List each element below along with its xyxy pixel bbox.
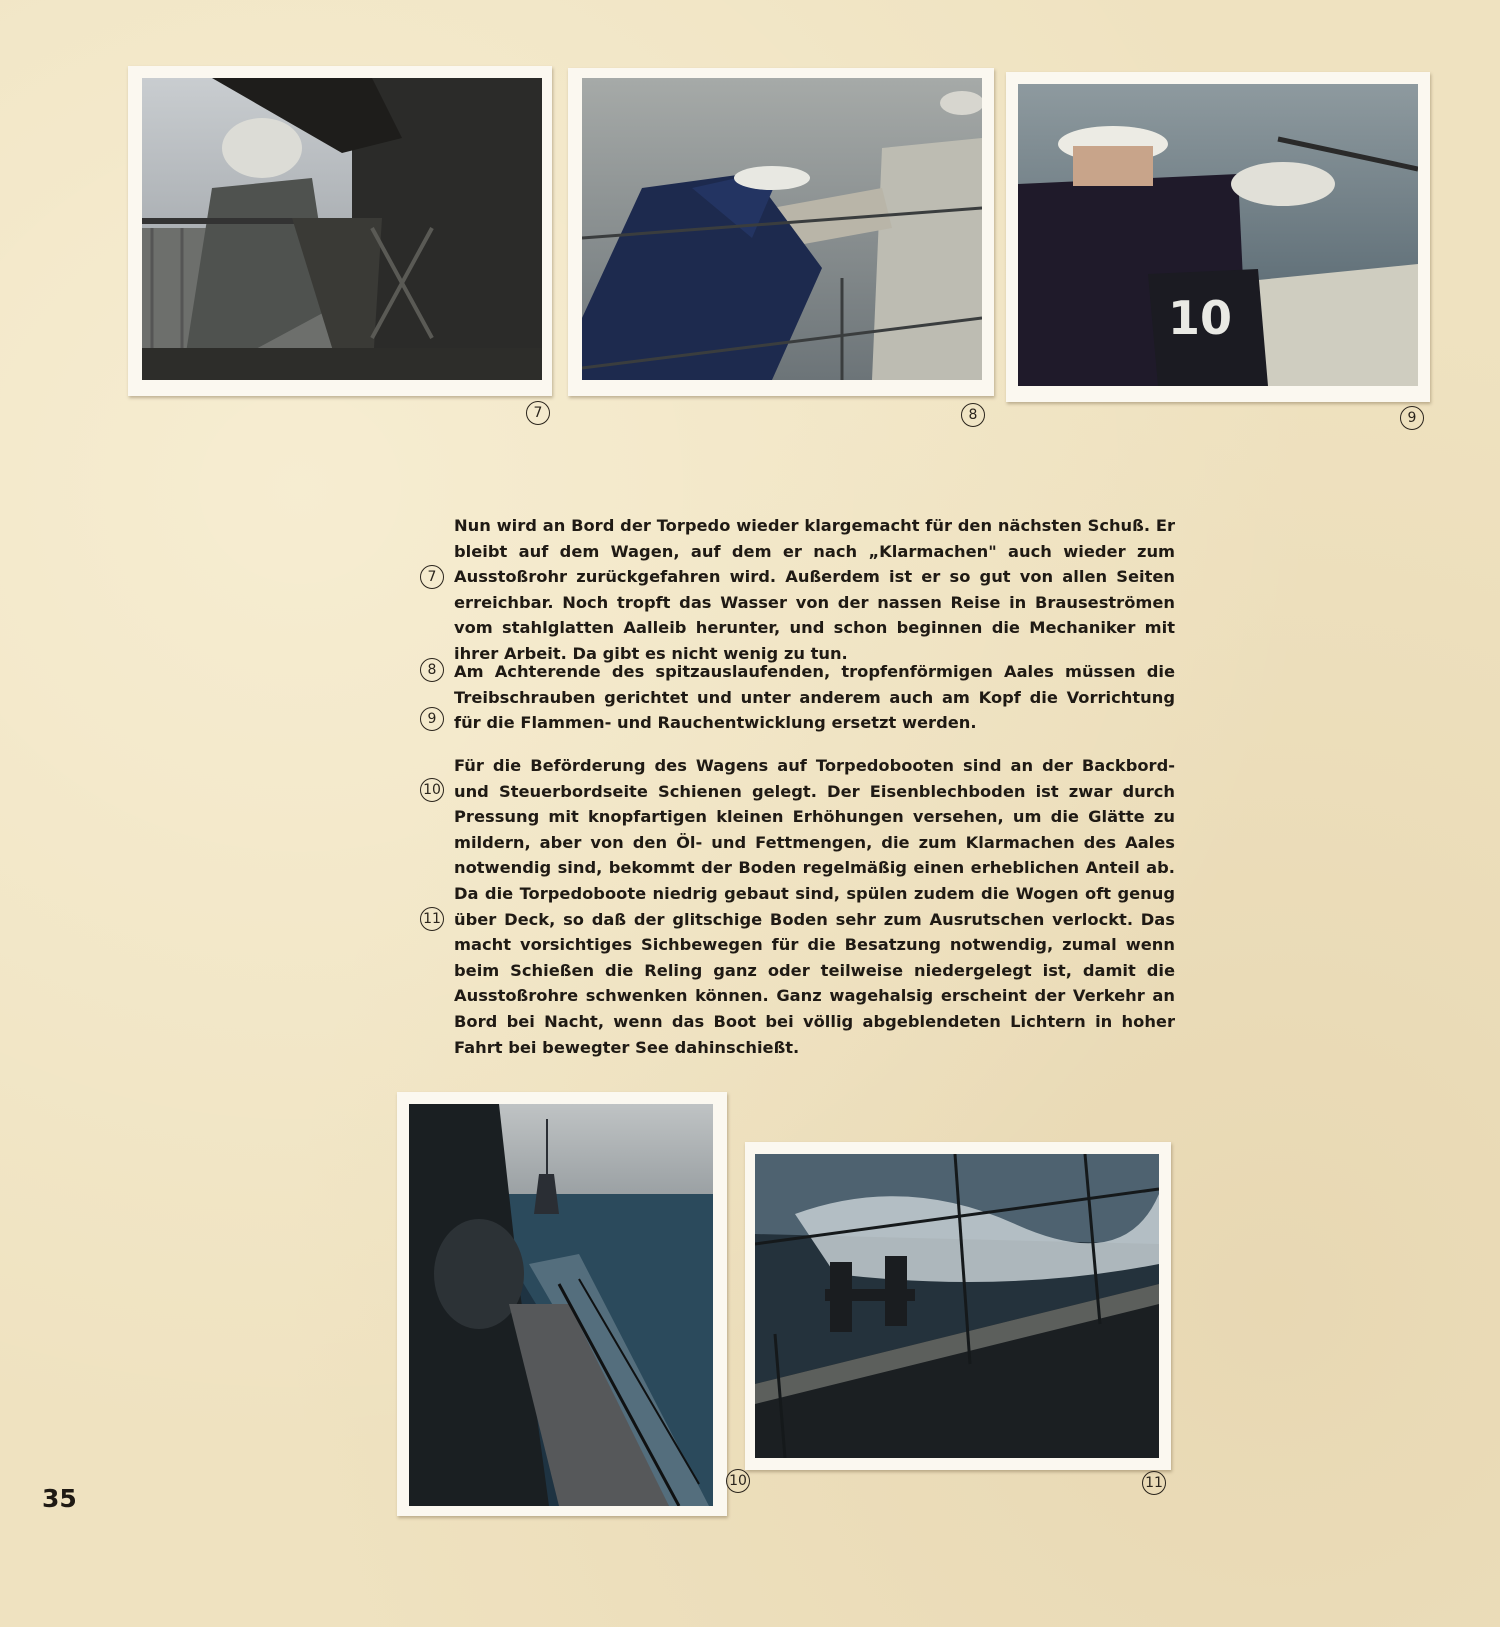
photo-11 [745,1142,1171,1470]
svg-text:10: 10 [1168,291,1233,345]
page-number: 35 [42,1484,77,1513]
paragraph-1: Nun wird an Bord der Torpedo wieder klargemacht für den nächsten Schuß. Er bleibt auf dem Wagen, auf dem er nach „Klarmachen" auch wieder zum Ausstoßrohr zurückgefahren wird. Außerdem ist er so gut von allen Seiten erreichbar. Noch tropft das Wasser von der nassen Reise in Brauseströmen vom stahlglatten Aalleib herunter, und schon beginnen die Mechaniker mit ihrer Arbeit. Da gibt es nicht wenig zu tun. [454,516,1175,663]
photo-10 [397,1092,727,1516]
photo-7-image [142,78,542,380]
margin-marker-11: 11 [420,907,444,931]
paragraph-3: Für die Beförderung des Wagens auf Torpedobooten sind an der Backbord- und Steuerbordseite Schienen gelegt. Der Eisenblechboden ist zwar durch Pressung mit knopfartigen kleinen Erhöhungen versehen, um die Glätte zu mildern, aber von den Öl- und Fettmengen, die zum Klarmachen des Aales notwendig sind, bekommt der Boden regelmäßig einen erheblichen Anteil ab. Da die Torpedoboote niedrig gebaut sind, spülen zudem die Wogen oft genug über Deck, so daß der glitschige Boden sehr zum Ausrutschen verlockt. Das macht vorsichtiges Sichbewegen für die Besatzung notwendig, zumal wenn beim Schießen die Reling ganz oder teilweise niedergelegt ist, damit die Ausstoßrohre schwenken können. Ganz wagehalsig erscheint der Verkehr an Bord bei Nacht, wenn das Boot bei völlig abgeblendeten Lichtern in hoher Fahrt bei bewegter See dahinschießt. [454,756,1175,1057]
photo-8-image [582,78,982,380]
caption-number-9: 9 [1400,406,1424,430]
caption-number-7: 7 [526,401,550,425]
caption-number-10: 10 [726,1469,750,1493]
photo-10-image [409,1104,713,1506]
margin-marker-9: 9 [420,707,444,731]
photo-9-image [1018,84,1418,386]
photo-7 [128,66,552,396]
caption-number-8: 8 [961,403,985,427]
margin-marker-8: 8 [420,658,444,682]
margin-marker-7: 7 [420,565,444,589]
photo-8 [568,68,994,396]
paragraph-2: Am Achterende des spitzauslaufenden, tropfenförmigen Aales müssen die Treibschrauben gerichtet und unter anderem auch am Kopf die Vorrichtung für die Flammen- und Rauchentwicklung ersetzt werden. [454,662,1175,733]
margin-marker-10: 10 [420,778,444,802]
photo-11-image [755,1154,1159,1458]
photo-9 [1006,72,1430,402]
caption-number-11: 11 [1142,1471,1166,1495]
